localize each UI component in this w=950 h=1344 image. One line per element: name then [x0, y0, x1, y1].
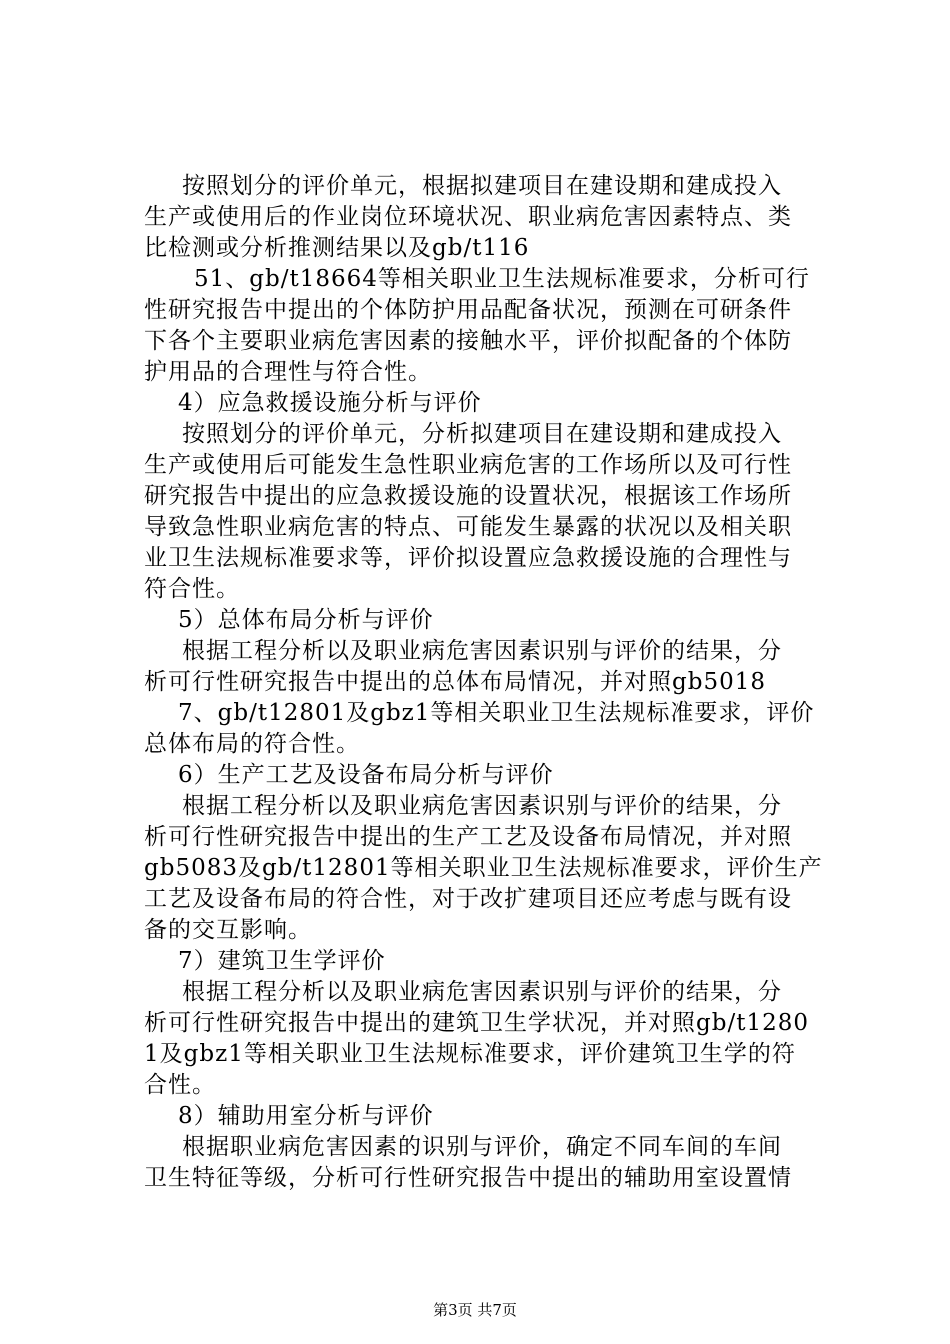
section-heading: 8）辅助用室分析与评价	[178, 1103, 434, 1129]
text-line: 析可行性研究报告中提出的生产工艺及设备布局情况，并对照	[144, 824, 792, 850]
text-line: 工艺及设备布局的符合性，对于改扩建项目还应考虑与既有设	[144, 886, 792, 912]
text-line: 符合性。	[144, 576, 240, 602]
text-line: 卫生特征等级，分析可行性研究报告中提出的辅助用室设置情	[144, 1165, 792, 1191]
text-line: 总体布局的符合性。	[144, 731, 360, 757]
text-line: 下各个主要职业病危害因素的接触水平，评价拟配备的个体防	[144, 328, 792, 354]
text-line: 业卫生法规标准要求等，评价拟设置应急救援设施的合理性与	[144, 545, 792, 571]
text-line: 备的交互影响。	[144, 917, 312, 943]
text-line: 研究报告中提出的应急救援设施的设置状况，根据该工作场所	[144, 483, 792, 509]
text-line: 导致急性职业病危害的特点、可能发生暴露的状况以及相关职	[144, 514, 792, 540]
section-heading: 6）生产工艺及设备布局分析与评价	[178, 762, 554, 788]
text-line: 根据职业病危害因素的识别与评价，确定不同车间的车间	[182, 1134, 782, 1160]
text-line: gb5083及gb/t12801等相关职业卫生法规标准要求，评价生产	[144, 855, 823, 881]
text-line: 1及gbz1等相关职业卫生法规标准要求，评价建筑卫生学的符	[144, 1041, 796, 1067]
text-line: 护用品的合理性与符合性。	[144, 359, 432, 385]
text-line: 析可行性研究报告中提出的总体布局情况，并对照gb5018	[144, 669, 766, 695]
text-line: 合性。	[144, 1072, 216, 1098]
text-line: 根据工程分析以及职业病危害因素识别与评价的结果，分	[182, 638, 782, 664]
text-line: 按照划分的评价单元，根据拟建项目在建设期和建成投入	[182, 173, 782, 199]
text-line: 按照划分的评价单元，分析拟建项目在建设期和建成投入	[182, 421, 782, 447]
section-heading: 7）建筑卫生学评价	[178, 948, 386, 974]
text-line: 生产或使用后可能发生急性职业病危害的工作场所以及可行性	[144, 452, 792, 478]
text-line: 根据工程分析以及职业病危害因素识别与评价的结果，分	[182, 979, 782, 1005]
section-heading: 5）总体布局分析与评价	[178, 607, 434, 633]
text-line: 性研究报告中提出的个体防护用品配备状况，预测在可研条件	[144, 297, 792, 323]
text-line: 根据工程分析以及职业病危害因素识别与评价的结果，分	[182, 793, 782, 819]
section-heading: 4）应急救援设施分析与评价	[178, 390, 482, 416]
text-line: 比检测或分析推测结果以及gb/t116	[144, 235, 530, 261]
text-line: 生产或使用后的作业岗位环境状况、职业病危害因素特点、类	[144, 204, 792, 230]
page-footer: 第3页 共7页	[433, 1301, 517, 1319]
text-line: 51、gb/t18664等相关职业卫生法规标准要求，分析可行	[194, 266, 810, 292]
text-line: 析可行性研究报告中提出的建筑卫生学状况，并对照gb/t1280	[144, 1010, 809, 1036]
text-line: 7、gb/t12801及gbz1等相关职业卫生法规标准要求，评价	[178, 700, 815, 726]
